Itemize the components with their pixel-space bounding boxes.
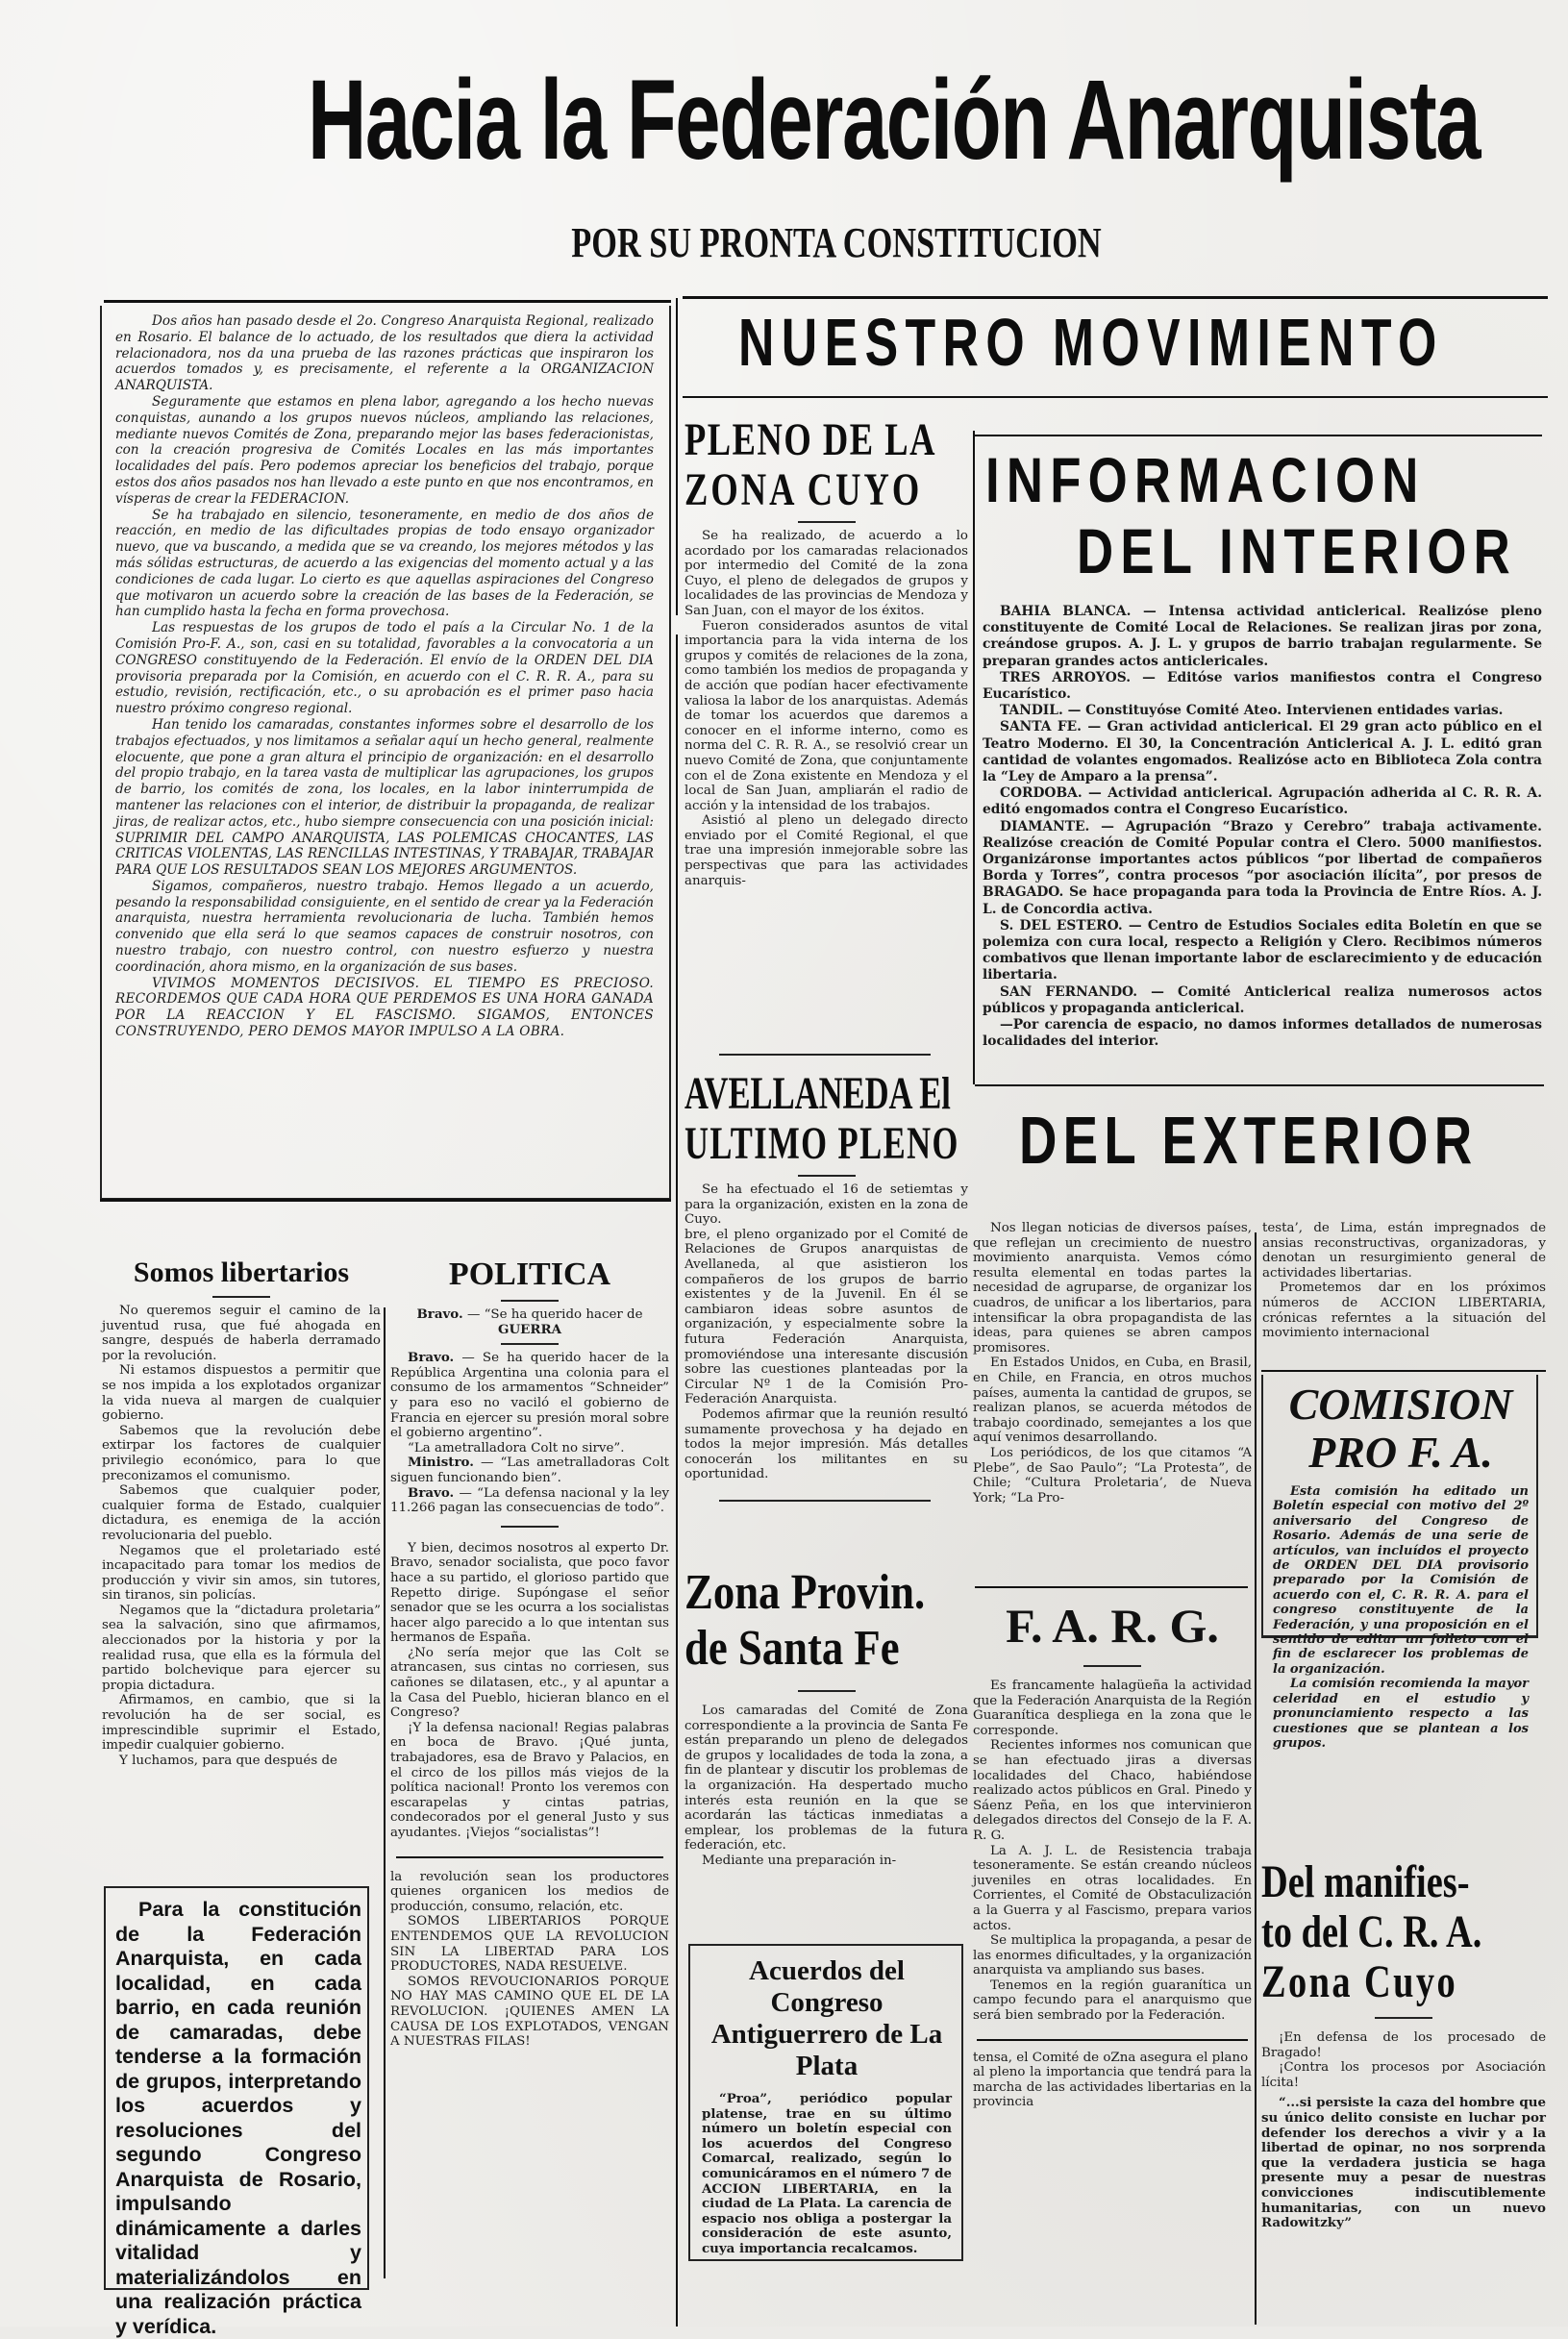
column-rule <box>676 635 678 2327</box>
news-text: — Comité Anticlerical realiza numerosos actos públicos y propaganda anticlerical. <box>983 983 1542 1016</box>
article-title: de Santa Fe <box>684 1621 900 1676</box>
place-name: S. DEL ESTERO. <box>1000 917 1123 933</box>
interior-news-item <box>983 785 1542 818</box>
callout-box <box>104 1886 369 2338</box>
article-title: Somos libertarios <box>133 1257 350 1288</box>
quote <box>390 1456 669 1485</box>
article-santa-fe <box>684 1565 968 1869</box>
article-paragraph: Sabemos que la revolución debe extirpar los factores de cualquier privilegio económico, para lo que preconizamos el comunismo. <box>102 1423 381 1483</box>
divider <box>975 1586 1248 1588</box>
interior-news-item <box>983 918 1542 984</box>
interior-news-item <box>983 719 1542 785</box>
article-paragraph: testa’, de Lima, están impregnados de ansias reconstructivas, organizadoras, y denotan un resurgimiento general de actividades libertarias. <box>1262 1221 1546 1281</box>
news-text: —Por carencia de espacio, no damos informes detallados de numerosas localidades del interior. <box>983 1017 1542 1050</box>
masthead-subtitle: POR SU PRONTA CONSTITUCION <box>571 219 1102 266</box>
editorial-paragraph: Han tenido los camaradas, constantes informes sobre el desarrollo de los trabajos efectuados, y nos limitamos a señalar aquí un hecho general, realmente elocuente, que pone a gran altura el principio de organización: en el desarrollo del propio trabajo, en la tarea vasta de multiplicar las agrupaciones, los grupos de barrio, los comités de zona, los locales, en la labor ininterrumpida de mantener las relaciones con el interior, de distribuir la propaganda, de realizar jiras, de realizar actos, etc., hubo siempre consecuencia con una posición inicial: SUPRIMIR DEL CAMPO ANARQUISTA, LAS POLEMICAS CHOCANTES, LAS CRITICAS VIOLENTAS, LAS RENCILLAS INTESTINAS, Y TRABAJAR, TRABAJAR PARA QUE LOS RESULTADOS SEAN LOS MEJORES ARGUMENTOS. <box>115 716 654 879</box>
divider <box>798 1175 856 1177</box>
divider <box>100 1199 671 1202</box>
article-paragraph: Sabemos que cualquier poder, cualquier forma de Estado, cualquier dictadura, es enemiga de la acción revolucionaria del pueblo. <box>102 1483 381 1543</box>
section-title-informacion: INFORMACION <box>985 444 1426 515</box>
divider <box>1261 1370 1546 1372</box>
editorial-paragraph: Dos años han pasado desde el 2o. Congreso Anarquista Regional, realizado en Rosario. El balance de lo actuado, de los resultados que diera la actividad relacionadora, nos da una prueba de las razones prácticas que inspiraron los acuerdos tomados y, es precisamente, el referente a la ORGANIZACION ANARQUISTA. <box>115 313 654 394</box>
article-body <box>390 1541 669 1841</box>
news-text: — Agrupación “Brazo y Cerebro” trabaja activamente. Realizóse creación de Comité Popular contra el Clero. 5000 manifiestos. Organizáronse importantes actos públicos “por libertad de compañeros Borda y Torres”, contra procesos “por asociación ilícita”, por presos de BRAGADO. Se hace propaganda para toda la Provincia de Entre Ríos. A. J. L. de Concordia activa. <box>983 818 1542 917</box>
exterior-column-2 <box>1262 1221 1546 1341</box>
article-comision-pro-fa <box>1261 1375 1538 1751</box>
somos-libertarios-continuation <box>390 1870 669 2050</box>
article-paragraph: Es francamente halagüeña la actividad que la Federación Anarquista de la Región Guaranítica despliega en la zona que le corresponde. <box>973 1679 1252 1738</box>
divider <box>977 2039 1248 2041</box>
interior-news-item <box>983 1017 1542 1050</box>
callout-text: Para la constitución de la Federación Anarquista, en cada localidad, en cada barrio, en cada reunión de camaradas, debe tenderse a la formación de grupos, interpretando los acuerdos y resoluciones del segundo Congreso Anarquista de Rosario, impulsando dinámicamente a darles vitalidad y materializándolos en una realización práctica y verídica. <box>115 1898 361 2338</box>
article-paragraph: Afirmamos, en cambio, que si la revolución ha de ser social, es imprescindible suprimir el Estado, impedir cualquier gobierno. <box>102 1693 381 1754</box>
divider <box>975 435 1542 436</box>
speaker: Ministro. <box>408 1455 474 1471</box>
section-title-del-exterior: DEL EXTERIOR <box>1019 1103 1479 1178</box>
divider <box>719 1054 931 1056</box>
quote-text: — “La defensa nacional y la ley 11.266 pagan las consecuencias de todo”. <box>390 1485 670 1516</box>
place-name: CORDOBA. <box>1000 785 1083 802</box>
editorial-paragraph: Seguramente que estamos en plena labor, agregando a los hecho nuevas conquistas, aunando a los grupos nuevos núcleos, ampliando las relaciones, mediante nuevos Comités de Zona, preparando mejor las bases federacionistas, con la creación progresiva de Comités Locales en las más importantes localidades del país. Pero podemos apreciar los beneficios del trabajo, porque estos dos años pasados nos han llevado a este punto en que nos encontramos, en vísperas de crear la FEDERACION. <box>115 393 655 507</box>
divider <box>798 521 856 523</box>
article-title: ULTIMO PLENO <box>684 1118 959 1169</box>
news-text: — Intensa actividad anticlerical. Realizóse pleno constituyente de Comité Local de Relaciones. Se realizan jiras por zona, creándose grupos. A. J. L. y grupos de barrio trabajan regularmente. Se preparan grandes actos anticlericales. <box>983 604 1542 669</box>
article-title: POLITICA <box>448 1257 611 1292</box>
interior-news-item <box>983 604 1542 670</box>
article-paragraph: SOMOS REVOUCIONARIOS PORQUE NO HAY MAS CAMINO QUE EL DE LA REVOLUCION. ¡QUIENES AMEN LA CAUSA DE LOS EXPLOTADOS, VENGAN A NUESTRAS FILAS! <box>390 1974 669 2050</box>
article-paragraph: Negamos que la “dictadura proletaria” sea la salvación, sino que afirmamos, aleccionados por la historia y por la realidad rusa, que ella es la fórmula del partido bolchevique para ejercer su propia dictadura. <box>102 1603 381 1693</box>
article-paragraph: Y bien, decimos nosotros al experto Dr. Bravo, senador socialista, que poco favor hace a su partido, el glorioso partido que Repetto dirige. Supóngase el señor senador que se les ocurra a los socialistas hacer algo parecido a lo que intentan sus hermanos de España. <box>390 1540 669 1646</box>
article-body <box>684 1182 968 1482</box>
news-text: — Editóse varios manifiestos contra el Congreso Eucarístico. <box>983 669 1542 703</box>
editorial-paragraph: Las respuestas de los grupos de todo el país a la Circular No. 1 de la Comisión Pro-F. A., son, casi en su totalidad, favorables a la convocatoria a un CONGRESO constituyendo de la Federación. El envío de la ORDEN DEL DIA provisoria preparada por la Comisión, en acuerdo con el C. R. R. A., para su estudio, revisión, rectificación, etc., o su aprobación es el primer paso hacia nuestro próximo congreso regional. <box>115 620 654 717</box>
article-manifiesto-cra <box>1261 1857 1546 2231</box>
divider <box>683 296 1548 299</box>
article-paragraph: “...si persiste la caza del hombre que su único delito consiste en luchar por defender los derechos a vivir y a la libertad de opinar, no nos sorprenda que la verdadera justicia se haga presente muy a pesar de nuestras convicciones indiscutiblemente humanitarias, con un nuevo Radowitzky” <box>1261 2095 1546 2231</box>
article-paragraph: ¡Contra los procesos por Asociación lícita! <box>1261 2060 1546 2090</box>
divider <box>1375 2017 1432 2019</box>
article-body <box>1261 2030 1546 2231</box>
article-acuerdos-la-plata <box>688 1944 963 2261</box>
quote-text: — “Se ha querido hacer de <box>466 1307 643 1322</box>
article-title: Zona Provin. <box>684 1565 926 1620</box>
quote-text: “La ametralladora Colt no sirve”. <box>408 1440 625 1456</box>
divider <box>396 1856 663 1858</box>
politica-kicker <box>390 1307 669 1323</box>
interior-news-item <box>983 984 1542 1017</box>
interior-news-item <box>983 703 1542 719</box>
article-body <box>1273 1484 1529 1751</box>
column-rule <box>676 298 678 615</box>
article-avellaneda <box>684 1069 968 1482</box>
article-title: PLENO DE LA <box>684 414 936 465</box>
article-paragraph: bre, el pleno organizado por el Comité de Relaciones de Grupos anarquistas de Avellaneda, al que asistieron los compañeros de los grupos de barrio existentes y de la Juvenil. En él se cambiaron ideas sobre asuntos de organización, y especialmente sobre la futura Federación Anarquista, promoviéndose una interesante discusión sobre las cuestiones planteadas por la Circular Nº 1 de la Comisión Pro-Federación Anarquista. <box>684 1227 968 1407</box>
speaker: Bravo. <box>408 1484 455 1501</box>
article-title: PRO F. A. <box>1308 1428 1493 1477</box>
article-paragraph: Se multiplica la propaganda, a pesar de las enormes dificultades, y la organización anarquista va ampliando sus bases. <box>973 1933 1252 1978</box>
politica-quotes <box>390 1351 669 1516</box>
article-farg <box>973 1596 1252 2110</box>
article-paragraph: La A. J. L. de Resistencia trabaja tesoneramente. Se están creando núcleos juveniles en otras localidades. En Corrientes, el Comité de Obstaculización a la Guerra y al Fascismo, prepara varios actos. <box>973 1843 1252 1933</box>
article-paragraph: Recientes informes nos comunican que se han efectuado jiras a diversas localidades del Chaco, habiéndose realizado actos públicos en Gral. Pinedo y Sáenz Peña, en los que intervinieron delegados directos del Consejo de la F. A. R. G. <box>973 1738 1252 1843</box>
article-paragraph: Se ha efectuado el 16 de setiemtas y para la organización, existen en la zona de Cuyo. <box>684 1182 968 1228</box>
speaker: Bravo. <box>416 1306 463 1322</box>
article-title: Del manifies- <box>1261 1856 1470 1907</box>
editorial-body <box>102 306 669 1040</box>
speaker: Bravo. <box>408 1350 455 1366</box>
editorial-paragraph: Sigamos, compañeros, nuestro trabajo. Hemos llegado a un acuerdo, pesando la responsabilidad consiguiente, en el sentido de crear ya la Federación anarquista, nuestra herramienta revolucionaria de lucha. También hemos convenido que ella será lo que seamos capaces de construir nosotros, con nuestro trabajo, con nuestro control, con nuestro esfuerzo y nuestra coordinación, ahora mismo, en la organización de sus bases. <box>115 878 654 975</box>
column-rule <box>1255 1232 1257 2325</box>
article-paragraph: En Estados Unidos, en Cuba, en Brasil, en Chile, en Francia, en otros muchos países, aumenta la cantidad de grupos, se realizan planos, se acuerda métodos de trabajo coordinado, semejantes a los que aquí venimos desarrollando. <box>973 1356 1252 1446</box>
editorial-paragraph: Se ha trabajado en silencio, tesoneramente, en medio de dos años de reacción, en medio de las dificultades propias de todo ensayo organizador nuevo, que va buscando, a medida que se va creando, los mejores métodos y las más sólidas estructuras, de acuerdo a las exigencias del momento actual y a las condiciones de cada lugar. Lo cierto es que aquellas aspiraciones del Congreso que motivaron un acuerdo sobre la creación de las bases de la Federación, se han cumplido hasta la fecha en forma provechosa. <box>115 507 654 620</box>
article-paragraph: Nos llegan noticias de diversos países, que reflejan un crecimiento de nuestro movimiento anarquista. Vemos cómo resulta elemental en todas partes la necesidad de agruparse, de organizar los cuadros, de unificar a los libertarios, para intensificar la obra propagandista de las ideas, para quienes se abren campos promisores. <box>973 1221 1252 1356</box>
place-name: SANTA FE. <box>1000 719 1082 735</box>
editorial-box <box>100 306 671 1200</box>
article-paragraph: Mediante una preparación in- <box>702 1853 897 1868</box>
article-paragraph: Asistió al pleno un delegado directo enviado por el Comité Regional, el que trae una impresión inmejorable sobre las perspectivas que para las actividades anarquis- <box>684 813 968 888</box>
article-title: Zona Cuyo <box>1261 1956 1458 2007</box>
article-body: “Proa”, periódico popular platense, trae en su último número un boletín especial con los acuerdos del Congreso Comarcal, realizado, según lo comunicáramos en el número 7 de ACCION LIBERTARIA, en la ciudad de La Plata. La carencia de espacio nos obliga a postergar la consideración de este asunto, cuya importancia recalcamos. <box>702 2091 952 2256</box>
news-text: — Gran actividad anticlerical. El 29 gran acto público en el Teatro Moderno. El 30, la Concentración Anticlerical A. J. L. editó gran cantidad de volantes engomados. Realizóse acto en Biblioteca Zola contra la “Ley de Amparo a la prensa”. <box>983 719 1542 785</box>
masthead-title: Hacia la Federación Anarquista <box>308 57 1481 184</box>
article-paragraph: ¡En defensa de los procesado de Bragado! <box>1261 2030 1546 2060</box>
article-paragraph: ¡Y la defensa nacional! Regias palabras en boca de Bravo. ¡Qué junta, trabajadores, esa de Bravo y Palacios, en el circo de los pillos más viejos de la política nacional! Pronto los veremos con escarapelas y cintas patrias, condecorados por el general Justo y sus ayudantes. ¡Viejos “socialistas”! <box>390 1720 669 1840</box>
article-politica <box>390 1256 669 2050</box>
section-title-del-interior: DEL INTERIOR <box>1077 515 1517 586</box>
article-paragraph: la revolución sean los productores quienes organicen los medios de producción, consumo, relación, etc. <box>390 1869 669 1914</box>
place-name: SAN FERNANDO. <box>1000 983 1138 1000</box>
article-paragraph: Ni estamos dispuestos a permitir que se nos impida a los explotados organizar la vida nueva al margen de cualquier gobierno. <box>102 1363 381 1424</box>
divider <box>219 300 671 303</box>
divider <box>501 1526 559 1528</box>
interior-news-item <box>983 819 1542 918</box>
quote <box>390 1486 669 1516</box>
article-pleno-cuyo <box>684 415 968 888</box>
quote <box>390 1351 669 1441</box>
article-title: F. A. R. G. <box>1006 1599 1219 1653</box>
article-body <box>102 1304 381 1768</box>
column-rule <box>384 1307 386 2278</box>
exterior-column-1 <box>973 1221 1252 1505</box>
article-paragraph: Los periódicos, de los que citamos “A Plebe”, de Sao Paulo”; “La Protesta”, de Chile; “Cultura Proletaria’, de Nueva York; “La Pro- <box>973 1445 1252 1505</box>
divider <box>501 1300 559 1302</box>
article-paragraph: Y luchamos, para que después de <box>119 1753 337 1768</box>
santa-fe-continuation <box>973 2051 1252 2110</box>
article-somos-libertarios <box>102 1256 381 1768</box>
divider <box>975 1084 1544 1086</box>
article-paragraph: No queremos seguir el camino de la juventud rusa, que fué ahogada en sangre, después de haberla derramado por la revolución. <box>102 1304 381 1363</box>
article-paragraph: Los camaradas del Comité de Zona correspondiente a la provincia de Santa Fe están preparando un pleno de delegados de grupos y localidades de toda la zona, a fin de plantear y discutir los problemas de la organización. Ha despertado mucho interés esta reunión en la que se acordarán las tácticas inmediatas a emplear, los problemas de la futura federación, etc. <box>684 1704 968 1854</box>
politica-kicker-sub: GUERRA <box>498 1321 561 1337</box>
article-body <box>684 1704 968 1869</box>
quote <box>390 1441 669 1456</box>
article-paragraph: SOMOS LIBERTARIOS PORQUE ENTENDEMOS QUE LA REVOLUCION SIN LA LIBERTAD PARA LOS PRODUCTORES, NADA RESUELVE. <box>390 1914 669 1975</box>
article-title: COMISION <box>1288 1380 1513 1429</box>
quote-text: — “Las ametralladoras Colt siguen funcionando bien”. <box>390 1456 669 1485</box>
article-paragraph: Fueron considerados asuntos de vital importancia para la vida interna de los grupos y comités de relaciones de la zona, como también los medios de propaganda y de acción que podían hacer efectivamente valiosa la labor de los anarquistas. Además de tomar los acuerdos que daremos a conocer en el informe interno, como es norma del C. R. R. A., se resolvió crear un nuevo Comité de Zona, que conjuntamente con el de Zona existente en Mendoza y el local de San Juan, ampliarán el radio de acción y la intensidad de los trabajos. <box>684 618 968 813</box>
article-body <box>973 1679 1252 2024</box>
article-paragraph: La comisión recomienda la mayor celeridad en el estudio y pronunciamiento respecto a las cuestiones que se plantean a los grupos. <box>1273 1677 1529 1751</box>
article-paragraph: tensa, el Comité de oZna asegura el plano <box>973 2050 1249 2065</box>
article-body <box>684 529 968 888</box>
divider <box>683 396 1548 398</box>
place-name: TANDIL. <box>1000 703 1063 719</box>
divider <box>798 1690 856 1692</box>
divider <box>719 1500 931 1502</box>
article-paragraph: Prometemos dar en los próximos números de ACCION LIBERTARIA, crónicas referntes a la situación del movimiento internacional <box>1262 1281 1546 1341</box>
column-rule <box>973 431 975 1084</box>
article-paragraph: al pleno la importancia que tendrá para la marcha de las actividades libertarias en la provincia <box>973 2065 1252 2110</box>
section-title-nuestro-movimiento: NUESTRO MOVIMIENTO <box>738 305 1444 380</box>
article-title: ZONA CUYO <box>684 464 923 515</box>
editorial-paragraph: VIVIMOS MOMENTOS DECISIVOS. EL TIEMPO ES PRECIOSO. RECORDEMOS QUE CADA HORA QUE PERDEMOS ES UNA HORA GANADA POR LA REACCION Y EL FASCISMO. SIGAMOS, ENTONCES CONSTRUYENDO, PERO DEMOS MAYOR IMPULSO A LA OBRA. <box>115 975 654 1040</box>
news-text: — Constituyóse Comité Ateo. Intervienen entidades varias. <box>1067 703 1504 719</box>
article-paragraph: Podemos afirmar que la reunión resultó sumamente provechosa y ha dejado en todos la mejor impresión. Más detalles conocerán los militantes en su oportunidad. <box>684 1406 968 1482</box>
article-paragraph: Tenemos en la región guaranítica un campo fecundo para el anarquismo que será bien sembrado por la Federación. <box>973 1978 1252 2024</box>
article-paragraph: ¿No sería mejor que las Colt se atrancasen, sus cintas no corriesen, sus cañones se dilatasen, etc., y al apuntar a la Casa del Pueblo, hicieran blanco en el Congreso? <box>390 1645 669 1721</box>
quote-text: — Se ha querido hacer de la República Argentina una colonia para el consumo de los armamentos “Schneider” y para eso no vaciló el gobierno de Francia en ejercer su presión moral sobre el gobierno argentino”. <box>390 1351 669 1441</box>
article-title: to del C. R. A. <box>1261 1906 1482 1957</box>
article-title: AVELLANEDA El <box>684 1068 951 1119</box>
place-name: BAHIA BLANCA. <box>1000 604 1132 619</box>
divider <box>212 1296 270 1298</box>
divider <box>501 1343 559 1345</box>
article-paragraph: Se ha realizado, de acuerdo a lo acordado por los camaradas relacionados por intermedio del Comité de la zona Cuyo, el pleno de delegados de grupos y localidades de las provincias de Mendoza y San Juan, con el mayor de los éxitos. <box>684 529 968 618</box>
divider <box>1083 1665 1141 1667</box>
article-paragraph: Negamos que el proletariado esté incapacitado para tomar los medios de producción y vivir sin amos, sin tutores, sin tiranos, sin policías. <box>102 1543 381 1604</box>
article-paragraph: Esta comisión ha editado un Boletín especial con motivo del 2º aniversario del Congreso de Rosario. Además de una serie de artículos, van incluídos el proyecto de ORDEN DEL DIA provisorio preparado por la Comisión de acuerdo con el, C. R. R. A. para el congreso constituyente de la Federación, y una proposición en el sentido de editar un folleto con el fin de esclarecer los problemas de la organización. <box>1273 1484 1529 1677</box>
news-text: — Actividad anticlerical. Agrupación adherida al C. R. R. A. editó engomados contra el Congreso Eucarístico. <box>983 785 1543 818</box>
interior-news-item <box>983 670 1542 703</box>
news-text: — Centro de Estudios Sociales edita Boletín en que se polemiza con cura local, respecto a Religión y Clero. Recibimos números combativos que llenan importante labor de esclarecimiento y de educación libertaria. <box>983 917 1542 983</box>
article-title: Acuerdos del Congreso Antiguerrero de La Plata <box>710 1955 943 2081</box>
place-name: TRES ARROYOS. <box>1000 669 1132 685</box>
interior-news-list <box>983 604 1542 1050</box>
place-name: DIAMANTE. <box>1000 818 1090 834</box>
